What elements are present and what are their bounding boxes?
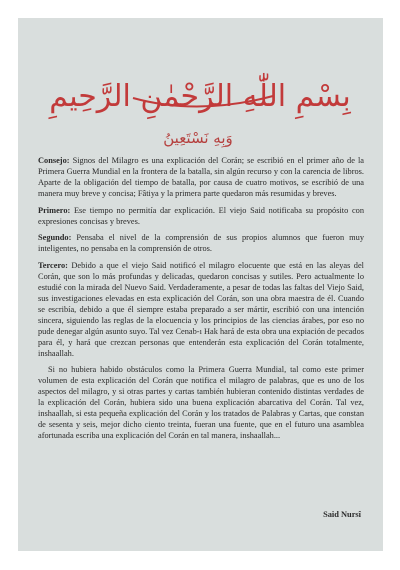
paragraph-text: Ese tiempo no permitía dar explicación. El viejo Said notificaba su propósito con expresiones concisas y breves. <box>38 205 364 226</box>
paragraph-closing <box>38 365 364 441</box>
body-text <box>38 156 364 448</box>
basmala-text: بِسْمِ اللّٰهِ الرَّحْمٰنِ الرَّحِيمِ <box>49 79 351 114</box>
paragraph-label: Consejo: <box>38 156 70 165</box>
book-page <box>18 18 383 551</box>
paragraph-segundo <box>38 233 364 255</box>
calligraphy-header <box>18 58 383 153</box>
paragraph-primero <box>38 206 364 228</box>
author-signature: Said Nursî <box>323 510 361 519</box>
subtitle-calligraphy: وَبِهِ نَسْتَعِينُ <box>163 129 233 147</box>
paragraph-label: Primero: <box>38 205 71 215</box>
paragraph-consejo <box>38 156 364 200</box>
basmala-calligraphy <box>38 58 363 153</box>
paragraph-label: Tercero: <box>38 261 68 271</box>
paragraph-text: Debido a que el viejo Said notificó el milagro elocuente que está en las aleyas del Corán, que son lo más profundas y delicadas, quedaron concisas y sutiles. Pero actualmente lo estudié con la mirada del Nuevo Said. Verdaderamente, a pesar de todas las faltas del Viejo Said, sus investigaciones elevadas en esta explicación del Corán, son una obra maestra de él. Cuando se escribía, debido a que él siempre estaba preparado a ser mártir, escribió con una intención sincera, siguiendo las reglas de la elocuencia y los principios de las ciencias árabes, por eso no pude denegar algún asunto suyo. Tal vez Cenab-ı Hak hará de esta obra una expiación de pecados para él, y hará que crezcan personas que entenderán esta explicación del Corán totalmente, inshaallah. <box>38 261 364 358</box>
paragraph-text: Pensaba el nivel de la comprensión de sus propios alumnos que fueron muy inteligentes, no pensaba en la comprensión de otros. <box>38 233 364 254</box>
paragraph-tercero <box>38 261 364 359</box>
paragraph-text: Signos del Milagro es una explicación del Corán; se escribió en el primer año de la Primera Guerra Mundial en la frontera de la batalla, sin algún recurso y con la carencia de libros. Aparte de la obligación del tiempo de batalla, por causa de cuatro motivos, se escribió de una manera muy breve y concisa; Fâtiya y la primera parte quedaron más resumidas y breves. <box>38 156 364 198</box>
paragraph-text: Si no hubiera habido obstáculos como la Primera Guerra Mundial, tal como este primer volumen de esta explicación del Corán que notifica el milagro de palabras, que es uno de los aspectos del milagro, y si otras partes y cartas también hubieran contenido distintas verdades de la explicación del Corán, hubiera sido una buena explicación abarcativa del Corán. Tal vez, inshaallah, si esta pequeña explicación del Corán y los tratados de Palabras y Cartas, que constan de sesenta y seis, mejor dicho ciento treinta, fueran una fuente, que en el futuro una asamblea afortunada escriba una explicación del Corán en tal manera, inshaallah... <box>38 365 364 440</box>
paragraph-label: Segundo: <box>38 233 72 243</box>
